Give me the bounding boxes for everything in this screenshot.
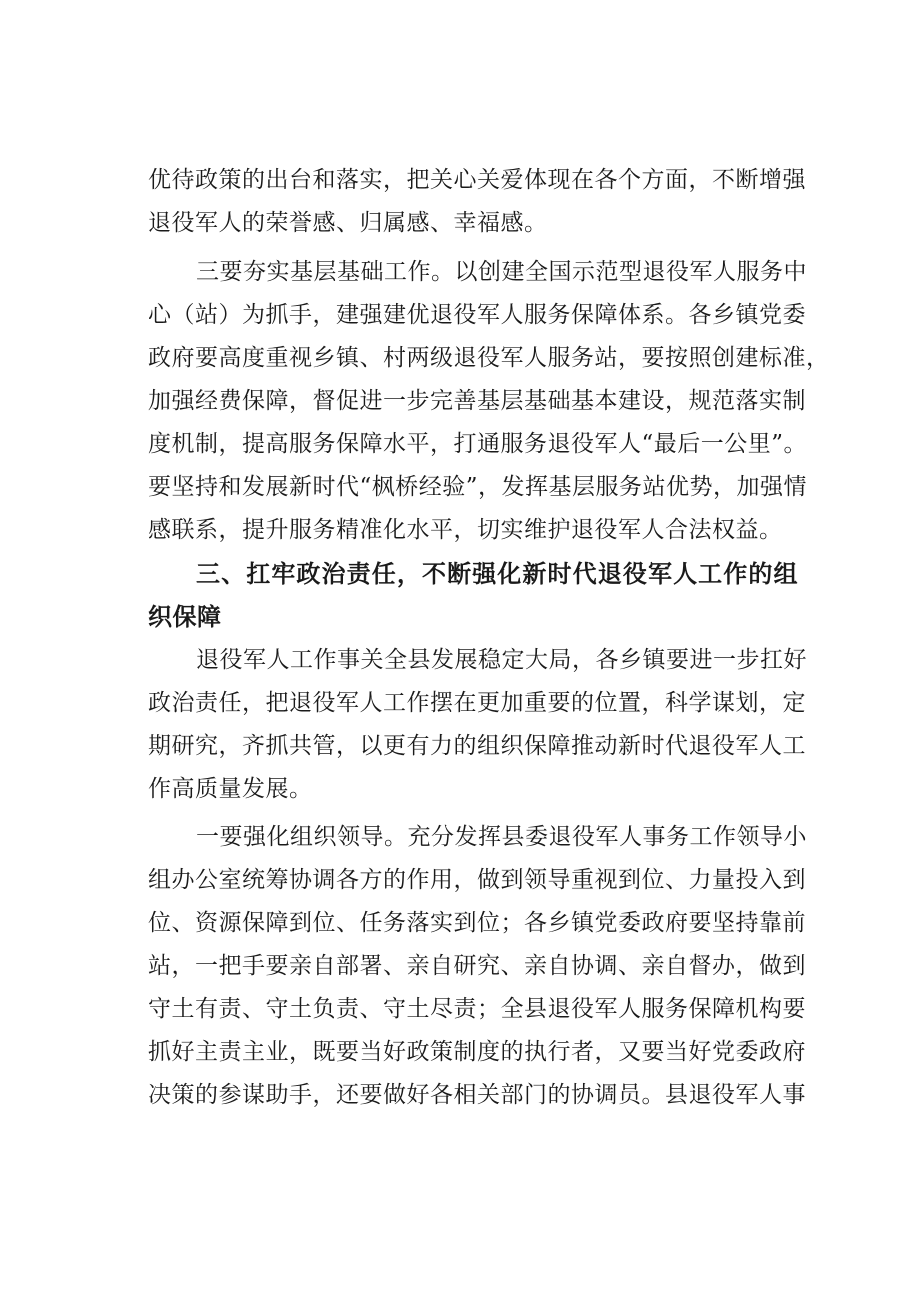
body-line: 守土有责、守土负责、守土尽责；全县退役军人服务保障机构要: [148, 996, 806, 1022]
body-line: 加强经费保障，督促进一步完善基层基础基本建设，规范落实制: [148, 388, 806, 414]
body-line: 抓好主责主业，既要当好政策制度的执行者，又要当好党委政府: [148, 1039, 806, 1065]
body-line: 感联系，提升服务精准化水平，切实维护退役军人合法权益。: [148, 517, 783, 543]
body-line: 期研究，齐抓共管，以更有力的组织保障推动新时代退役军人工: [148, 733, 806, 759]
body-line: 优待政策的出台和落实，把关心关爱体现在各个方面，不断增强: [148, 167, 806, 193]
section-heading: 三、扛牢政治责任，不断强化新时代退役军人工作的组: [196, 560, 798, 588]
body-line: 要坚持和发展新时代“枫桥经验”，发挥基层服务站优势，加强情: [148, 474, 808, 500]
body-line: 度机制，提高服务保障水平，打通服务退役军人“最后一公里”。: [148, 431, 808, 457]
body-line: 组办公室统筹协调各方的作用，做到领导重视到位、力量投入到: [148, 867, 806, 893]
paragraph-first-line: 退役军人工作事关全县发展稳定大局，各乡镇要进一步扛好: [196, 647, 807, 673]
body-line: 决策的参谋助手，还要做好各相关部门的协调员。县退役军人事: [148, 1082, 806, 1108]
paragraph-first-line: 三要夯实基层基础工作。以创建全国示范型退役军人服务中: [196, 259, 807, 285]
body-line: 退役军人的荣誉感、归属感、幸福感。: [148, 210, 548, 236]
body-line: 位、资源保障到位、任务落实到位；各乡镇党委政府要坚持靠前: [148, 910, 806, 936]
section-heading-continuation: 织保障: [148, 603, 222, 631]
body-line: 政治责任，把退役军人工作摆在更加重要的位置，科学谋划，定: [148, 690, 806, 716]
body-line: 站，一把手要亲自部署、亲自研究、亲自协调、亲自督办，做到: [148, 953, 806, 979]
body-line: 作高质量发展。: [148, 776, 313, 802]
body-line: 政府要高度重视乡镇、村两级退役军人服务站，要按照创建标准，: [148, 345, 830, 371]
paragraph-first-line: 一要强化组织领导。充分发挥县委退役军人事务工作领导小: [196, 824, 807, 850]
body-line: 心（站）为抓手，建强建优退役军人服务保障体系。各乡镇党委: [148, 302, 806, 328]
